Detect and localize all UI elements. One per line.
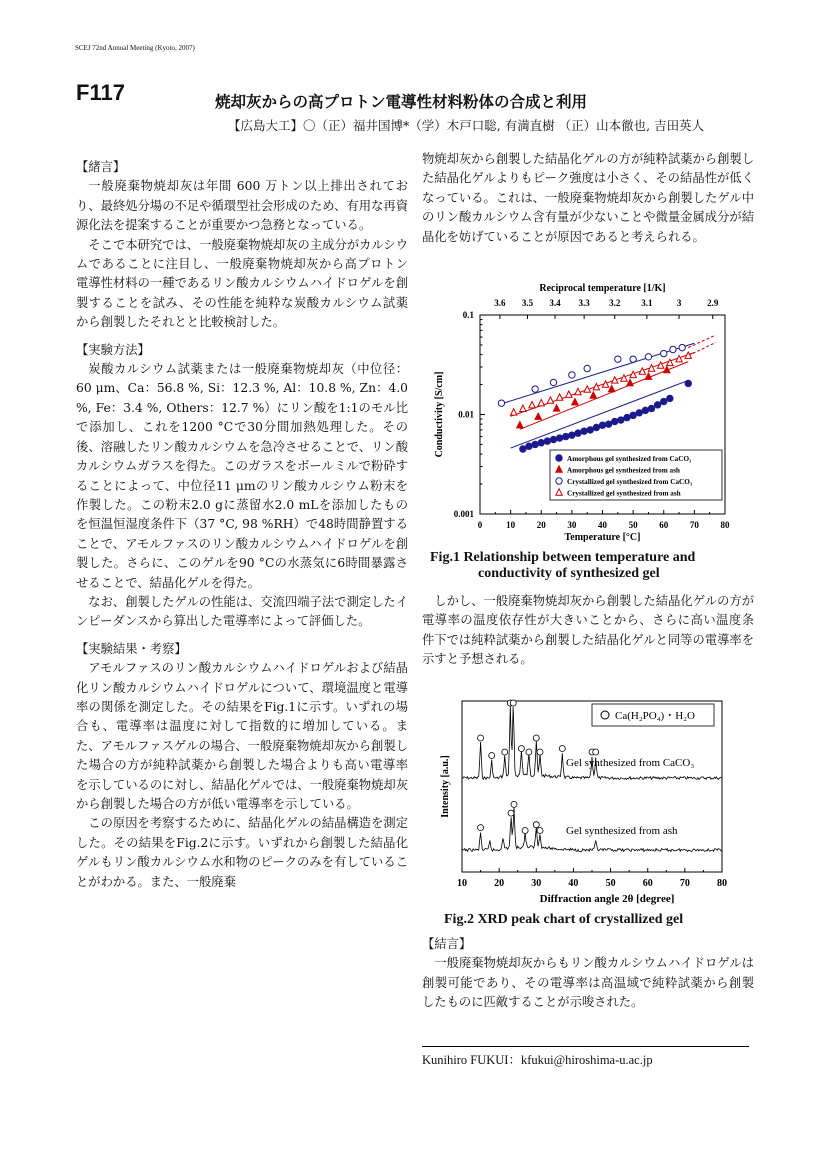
right-column-top <box>422 150 754 247</box>
conference-header: SCEJ 72nd Annual Meeting (Kyoto, 2007) <box>75 44 195 52</box>
data-point <box>661 398 667 404</box>
figure-1-caption-line2: conductivity of synthesized gel <box>478 566 660 581</box>
section-heading: 【緒言】 <box>76 160 126 174</box>
figure-1-caption <box>430 550 695 582</box>
x-tick-label: 50 <box>605 878 616 889</box>
y-tick-label: 0.001 <box>453 509 474 519</box>
x-tick-label: 0 <box>477 520 483 530</box>
data-point <box>593 384 599 390</box>
data-point <box>569 432 575 438</box>
peak-marker <box>593 749 599 755</box>
x-tick-label: 20 <box>494 878 505 889</box>
peak-marker <box>478 825 484 831</box>
top-tick-label: 3.1 <box>641 298 653 308</box>
figure-1-caption-line1: Fig.1 Relationship between temperature and <box>430 550 696 565</box>
data-point <box>550 379 556 385</box>
peak-marker <box>533 822 539 828</box>
data-point <box>679 344 685 350</box>
data-point <box>535 413 541 419</box>
peak-marker <box>518 746 524 752</box>
data-point <box>590 392 596 398</box>
conclusion-text: 一般廃棄物焼却灰からもリン酸カルシウムハイドロゲルは創製可能であり、その電導率は高温域で純粋試薬から創製したものに匹敵することが示唆された。 <box>422 956 754 1010</box>
peak-marker <box>537 828 543 834</box>
data-point <box>550 436 556 442</box>
contact-footer: Kunihiro FUKUI：kfukui@hiroshima-u.ac.jp <box>422 1053 653 1067</box>
legend-marker <box>601 711 609 719</box>
top-tick-label: 3.6 <box>494 298 506 308</box>
x-tick-label: 60 <box>659 520 669 530</box>
data-point <box>556 455 562 461</box>
series-label: Gel synthesized from CaCO₃ <box>566 757 695 769</box>
peak-marker <box>559 746 565 752</box>
peak-marker <box>522 828 528 834</box>
x-tick-label: 40 <box>598 520 607 530</box>
footer-rule <box>422 1046 749 1047</box>
body-paragraph: 炭酸カルシウム試薬または一般廃棄物焼却灰（中位径：60 μm、Ca：56.8 %, Si：12.3 %, Al：10.8 %, Zn：4.0 %, Fe：3.4 %, Others：12.7 %）にリン酸を1:1のモル比で添加し、これを1200 °Cで30分間加熱処理した。その後、溶融したリン酸カルシウムを急冷させることで、リン酸カルシウムガラスを得た。このガラスをボールミルで粉砕することによって、中位径11 μmのリン酸カルシウム粉末を作製した。この粉末2.0 gに蒸留水2.0 mLを添加したものを恒温恒湿度条件下（37 °C, 98 %RH）で48時間静置することで、アモルファスのリン酸カルシウムハイドロゲルを創製した。さらに、このゲルを90 °Cの水蒸気に6時間暴露させることで、結晶化ゲルを得た。 <box>76 362 408 590</box>
x-tick-label: 70 <box>689 520 699 530</box>
data-point <box>593 424 599 430</box>
x-tick-label: 30 <box>531 878 542 889</box>
x-tick-label: 50 <box>628 520 638 530</box>
section-heading: 【実験結果・考察】 <box>76 641 187 656</box>
paper-title: 焼却灰からの高プロトン電導性材料粉体の合成と利用 <box>215 92 588 111</box>
data-point <box>608 385 614 391</box>
data-point <box>566 391 572 397</box>
data-point <box>630 412 636 418</box>
data-point <box>645 373 651 379</box>
body-paragraph: この原因を考察するために、結晶化ゲルの結晶構造を測定した。その結果をFig.2に示す。いずれから創製した結晶化ゲルもリン酸カルシウム水和物のピークのみを有していることがわかる。また、一般廃棄 <box>76 816 408 889</box>
body-paragraph: なお、創製したゲルの性能は、交流四端子法で測定したインピーダンスから算出した電導率によって評価した。 <box>76 594 408 629</box>
x-tick-label: 20 <box>536 520 546 530</box>
data-point <box>612 418 618 424</box>
x-tick-label: 60 <box>642 878 653 889</box>
data-point <box>630 356 636 362</box>
x-tick-label: 80 <box>720 520 730 530</box>
conclusion-section <box>422 935 754 1013</box>
x-tick-label: 40 <box>568 878 579 889</box>
data-point <box>526 443 532 449</box>
data-point <box>575 430 581 436</box>
data-point <box>563 433 569 439</box>
data-point <box>529 402 535 408</box>
body-paragraph: 一般廃棄物焼却灰は年間 600 万トン以上排出されており、最終処分場の不足や循環型社会形成のため、有用な再資源化法を提案することが重要かつ急務となっている。 <box>76 179 408 233</box>
top-tick-label: 3.2 <box>609 298 621 308</box>
x-tick-label: 30 <box>567 520 577 530</box>
data-point <box>599 422 605 428</box>
data-point <box>587 427 593 433</box>
data-point <box>670 346 676 352</box>
data-point <box>520 405 526 411</box>
data-point <box>645 354 651 360</box>
top-tick-label: 3.3 <box>578 298 590 308</box>
data-point <box>654 402 660 408</box>
data-point <box>642 407 648 413</box>
top-axis-label: Reciprocal temperature [1/K] <box>539 283 666 294</box>
data-point <box>556 478 562 484</box>
data-point <box>627 379 633 385</box>
left-column <box>76 150 408 892</box>
y-tick-label: 0.1 <box>462 310 474 320</box>
legend-label: Amorphous gel synthesized from ash <box>567 466 680 475</box>
data-point <box>615 356 621 362</box>
data-point <box>584 365 590 371</box>
peak-marker <box>502 749 508 755</box>
data-point <box>532 386 538 392</box>
figure-2-caption: Fig.2 XRD peak chart of crystallized gel <box>444 912 684 927</box>
x-tick-label: 10 <box>506 520 516 530</box>
y-axis-label: Conductivity [S/cm] <box>434 371 445 458</box>
right-paragraph-1: 物焼却灰から創製した結晶化ゲルの方が純粋試薬から創製した結晶化ゲルよりもピーク強度は小さく、その結晶性が低くなっている。これは、一般廃棄物焼却灰から創製したゲル中のリン酸カルシウム含有量が少ないことや微量金属成分が結晶化を妨げていることが原因であると考えられる。 <box>422 152 754 244</box>
data-point <box>618 417 624 423</box>
extrapolation-line <box>688 335 716 348</box>
data-point <box>556 435 562 441</box>
x-axis-label: Diffraction angle 2θ [degree] <box>539 893 675 905</box>
paper-code: F117 <box>76 80 125 105</box>
legend-label: Amorphous gel synthesized from CaCO₃ <box>567 455 692 463</box>
peak-marker <box>478 735 484 741</box>
data-point <box>572 398 578 404</box>
peak-marker <box>489 753 495 759</box>
data-point <box>538 399 544 405</box>
section-heading: 【実験方法】 <box>76 342 150 357</box>
data-point <box>498 400 504 406</box>
trend-line <box>511 352 695 416</box>
data-point <box>581 428 587 434</box>
data-point <box>556 394 562 400</box>
data-point <box>667 395 673 401</box>
peak-marker <box>526 749 532 755</box>
right-column-mid <box>422 592 754 670</box>
peak-marker <box>537 749 543 755</box>
data-point <box>553 405 559 411</box>
series-label: Gel synthesized from ash <box>566 825 678 837</box>
body-paragraph: アモルファスのリン酸カルシウムハイドロゲルおよび結晶化リン酸カルシウムハイドロゲルについて、環境温度と電導率の関係を測定した。その結果をFig.1に示す。いずれの場合も、電導率は温度に対して指数的に増加している。また、アモルファスゲルの場合、一般廃棄物焼却灰から創製した場合の方が純粋試薬から創製した場合よりも高い電導率を示しているのに対し、結晶化ゲルでは、一般廃棄物焼却灰から創製した場合の方が低い電導率を示している。 <box>76 661 408 811</box>
data-point <box>547 397 553 403</box>
top-tick-label: 3.5 <box>521 298 534 308</box>
x-tick-label: 70 <box>679 878 690 889</box>
peak-marker <box>510 700 516 706</box>
data-point <box>624 414 630 420</box>
y-tick-label: 0.01 <box>458 409 474 420</box>
figure-2-xrd-chart <box>432 696 742 908</box>
top-tick-label: 3 <box>676 298 682 308</box>
data-point <box>517 422 523 428</box>
right-paragraph-2: しかし、一般廃棄物焼却灰から創製した結晶化ゲルの方が電導率の温度依存性が大きいことから、さらに高い温度条件下では純粋試薬から創製した結晶化ゲルと同等の電導率を示すと予想される。 <box>422 594 754 667</box>
data-point <box>685 380 691 386</box>
data-point <box>605 421 611 427</box>
legend-label: Crystallized gel synthesized from ash <box>567 489 681 498</box>
data-point <box>532 441 538 447</box>
data-point <box>544 438 550 444</box>
x-axis-label: Temperature [°C] <box>564 532 641 542</box>
data-point <box>648 405 654 411</box>
peak-marker <box>511 801 517 807</box>
plot-frame <box>462 701 722 872</box>
data-point <box>636 410 642 416</box>
top-tick-label: 2.9 <box>707 298 719 308</box>
legend-label: Crystallized gel synthesized from CaCO₃ <box>567 478 692 486</box>
y-axis-label: Intensity [a.u.] <box>440 755 451 818</box>
peak-marker <box>508 810 514 816</box>
x-tick-label: 80 <box>717 878 727 889</box>
figure-1-conductivity-chart <box>422 278 752 542</box>
data-point <box>569 372 575 378</box>
data-point <box>510 409 516 415</box>
data-point <box>661 350 667 356</box>
data-point <box>538 440 544 446</box>
data-point <box>520 446 526 452</box>
conclusion-heading: 【結言】 <box>422 937 472 951</box>
body-paragraph: そこで本研究では、一般廃棄物焼却灰の主成分がカルシウムであることに注目し、一般廃棄物焼却灰から高プロトン電導性材料の一種であるリン酸カルシウムハイドロゲルを創製することを試み、その性能を純粋な炭酸カルシウム試薬から創製したそれとと比較検討した。 <box>76 237 408 330</box>
top-tick-label: 3.4 <box>549 298 561 308</box>
legend-label: Ca(H₂PO₄)・H₂O <box>615 710 695 722</box>
peak-marker <box>533 735 539 741</box>
x-tick-label: 10 <box>457 878 467 889</box>
data-point <box>612 377 618 383</box>
authors-line: 【広島大工】〇（正）福井国博*（学）木戸口聡, 有満直樹 （正）山本徹也, 吉田英人 <box>228 118 705 133</box>
